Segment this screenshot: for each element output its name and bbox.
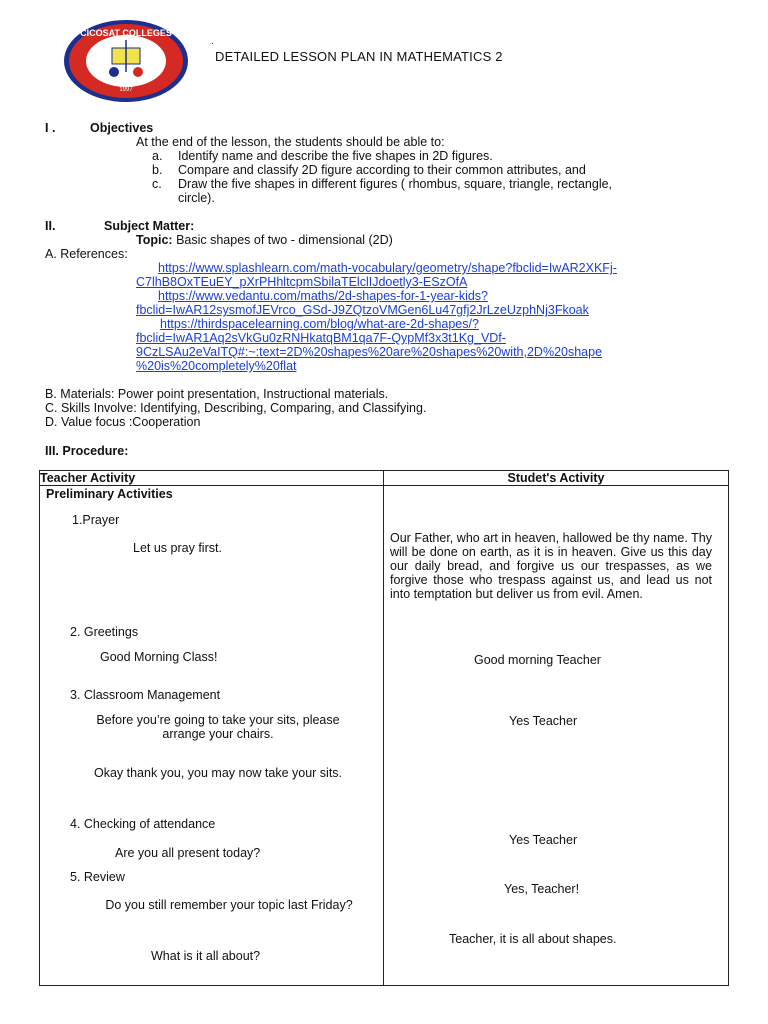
review-student-2: Teacher, it is all about shapes. [449,932,617,946]
reference-link-3-cont1[interactable]: fbclid=IwAR1Aq2sVkGu0zRNHkatqBM1qa7F-QypMf3x3t1Kg_VDf- [136,331,506,345]
materials-line: B. Materials: Power point presentation, Instructional materials. [45,387,389,401]
procedure-heading: III. Procedure: [45,444,129,458]
preliminary-heading: Preliminary Activities [46,487,173,501]
objective-marker-b: b. [152,163,163,177]
review-student-1: Yes, Teacher! [504,882,580,896]
objective-item-c: Draw the five shapes in different figures ( rhombus, square, triangle, rectangle, [178,177,613,191]
greetings-teacher: Good Morning Class! [100,650,218,664]
prayer-teacher: Let us pray first. [133,541,222,555]
review-teacher-2: What is it all about? [151,949,261,963]
teacher-activity-cell [40,486,384,986]
objective-marker-a: a. [152,149,163,163]
value-focus-line: D. Value focus :Cooperation [45,415,201,429]
header-dot: . [211,36,214,47]
objectives-heading: Objectives [90,121,154,135]
subject-numeral: II. [45,219,56,233]
classroom-teacher-2: Okay thank you, you may now take your sits. [93,766,343,780]
objective-marker-c: c. [152,177,162,191]
student-column-header: Studet's Activity [384,471,729,486]
reference-link-3-cont2[interactable]: 9CzLSAu2eVaITQ#:~:text=2D%20shapes%20are%20shapes%20with,2D%20shape [136,345,603,359]
classroom-label: 3. Classroom Management [70,688,221,702]
greetings-label: 2. Greetings [70,625,139,639]
logo-year: 1997 [119,87,133,93]
attendance-label: 4. Checking of attendance [70,817,216,831]
school-logo [62,18,190,104]
reference-link-3[interactable]: https://thirdspacelearning.com/blog/what-are-2d-shapes/? [160,317,479,331]
subject-heading: Subject Matter: [104,219,195,233]
reference-link-3-cont3[interactable]: %20is%20completely%20flat [136,359,297,373]
skills-line: C. Skills Involve: Identifying, Describing, Comparing, and Classifying. [45,401,427,415]
review-label: 5. Review [70,870,125,884]
references-label: A. References: [45,247,128,261]
reference-link-1[interactable]: https://www.splashlearn.com/math-vocabulary/geometry/shape?fbclid=IwAR2XKFj- [158,261,617,275]
procedure-table [39,470,729,986]
logo-text: CICOSAT COLLEGES [80,28,172,38]
student-activity-cell [384,486,729,986]
reference-link-1-cont[interactable]: C7lhB8OxTEuEY_pXrPHhltcpmSbilaTElclIJdoetly3-ESzOfA [136,275,468,289]
topic-line [136,233,393,247]
prayer-student: Our Father, who art in heaven, hallowed be thy name. Thy will be done on earth, as it is in heaven. Give us this day our daily bread, and forgive us our trespasses, as we forgive those who trespass against us, and lead us not into temptation but deliver us from evil. Amen. [390,531,712,601]
objectives-intro: At the end of the lesson, the students should be able to: [136,135,445,149]
reference-link-2-cont[interactable]: fbclid=IwAR12sysmofJEVrco_GSd-J9ZQtzoVMGen6Lu47gfj2JrLzeUzphNj3Fkoak [136,303,589,317]
topic-value: Basic shapes of two - dimensional (2D) [176,233,393,247]
document-title: DETAILED LESSON PLAN IN MATHEMATICS 2 [215,49,503,64]
greetings-student: Good morning Teacher [474,653,601,667]
prayer-label: 1.Prayer [72,513,120,527]
reference-link-2[interactable]: https://www.vedantu.com/maths/2d-shapes-for-1-year-kids? [158,289,488,303]
review-teacher-1: Do you still remember your topic last Friday? [105,898,353,912]
objective-item-c-cont: circle). [178,191,215,205]
objective-item-a: Identify name and describe the five shapes in 2D figures. [178,149,493,163]
classroom-teacher-1: Before you’re going to take your sits, please arrange your chairs. [96,713,340,741]
objective-item-b: Compare and classify 2D figure according to their common attributes, and [178,163,586,177]
classroom-student-1: Yes Teacher [509,714,578,728]
objectives-numeral: I . [45,121,56,135]
topic-label: Topic: [136,233,173,247]
teacher-column-header: Teacher Activity [40,471,384,486]
attendance-student: Yes Teacher [509,833,578,847]
attendance-teacher: Are you all present today? [115,846,261,860]
